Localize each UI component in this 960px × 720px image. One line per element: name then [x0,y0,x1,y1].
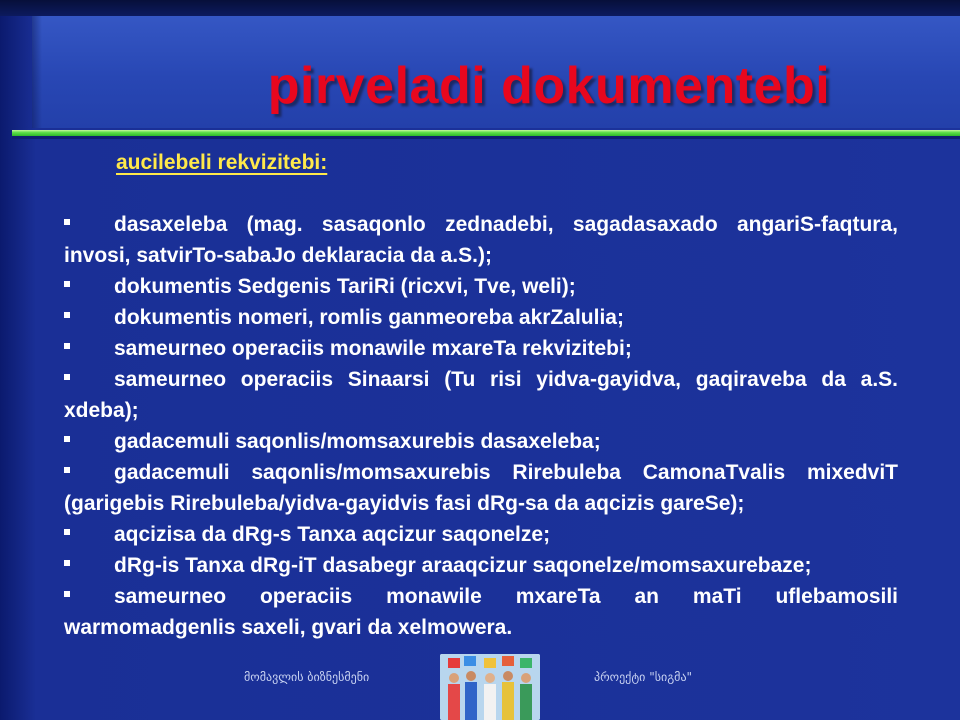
list-item [64,302,898,333]
square-bullet-icon [64,560,70,566]
subheading: aucilebeli rekvizitebi: [116,151,328,174]
list-item [64,271,898,302]
square-bullet-icon [64,312,70,318]
square-bullet-icon [64,374,70,380]
requisites-list [64,209,898,643]
list-item-text: dokumentis Sedgenis TariRi (ricxvi, Tve, weli); [114,275,576,298]
square-bullet-icon [64,219,70,225]
people-logo-icon [440,654,540,720]
top-strip [0,0,960,16]
title-band [32,16,960,128]
list-item-text: gadacemuli saqonlis/momsaxurebis dasaxeleba; [114,430,601,453]
square-bullet-icon [64,436,70,442]
footer [0,654,960,720]
people-logo-graphic [440,654,540,720]
list-item [64,519,898,550]
square-bullet-icon [64,281,70,287]
square-bullet-icon [64,529,70,535]
square-bullet-icon [64,467,70,473]
list-item [64,581,898,643]
list-item-text: gadacemuli saqonlis/momsaxurebis Rirebuleba CamonaTvalis mixedviT (garigebis Rirebuleba/yidva-gayidvis fasi dRg-sa da aqcizis gareSe); [64,461,898,515]
list-item-text: sameurneo operaciis monawile mxareTa an maTi uflebamosili warmomadgenlis saxeli, gvari da xelmowera. [64,585,898,639]
square-bullet-icon [64,591,70,597]
footer-left-text: მომავლის ბიზნესმენი [244,670,370,684]
list-item-text: aqcizisa da dRg-s Tanxa aqcizur saqonelze; [114,523,551,546]
list-item-text: sameurneo operaciis Sinaarsi (Tu risi yidva-gayidva, gaqiraveba da a.S. xdeba); [64,368,898,422]
divider-shadow [12,136,960,139]
list-item [64,550,898,581]
slide-title: pirveladi dokumentebi [267,57,831,115]
footer-right-text: პროექტი "სიგმა" [594,670,693,684]
list-item-text: dasaxeleba (mag. sasaqonlo zednadebi, sagadasaxado angariS-faqtura, invosi, satvirTo-sabaJo deklaracia da a.S.); [64,213,898,267]
list-item [64,209,898,271]
list-item [64,426,898,457]
list-item-text: sameurneo operaciis monawile mxareTa rekvizitebi; [114,337,632,360]
list-item-text: dRg-is Tanxa dRg-iT dasabegr araaqcizur saqonelze/momsaxurebaze; [114,554,812,577]
list-item [64,457,898,519]
list-item [64,333,898,364]
square-bullet-icon [64,343,70,349]
list-item-text: dokumentis nomeri, romlis ganmeoreba akrZalulia; [114,306,624,329]
list-item [64,364,898,426]
